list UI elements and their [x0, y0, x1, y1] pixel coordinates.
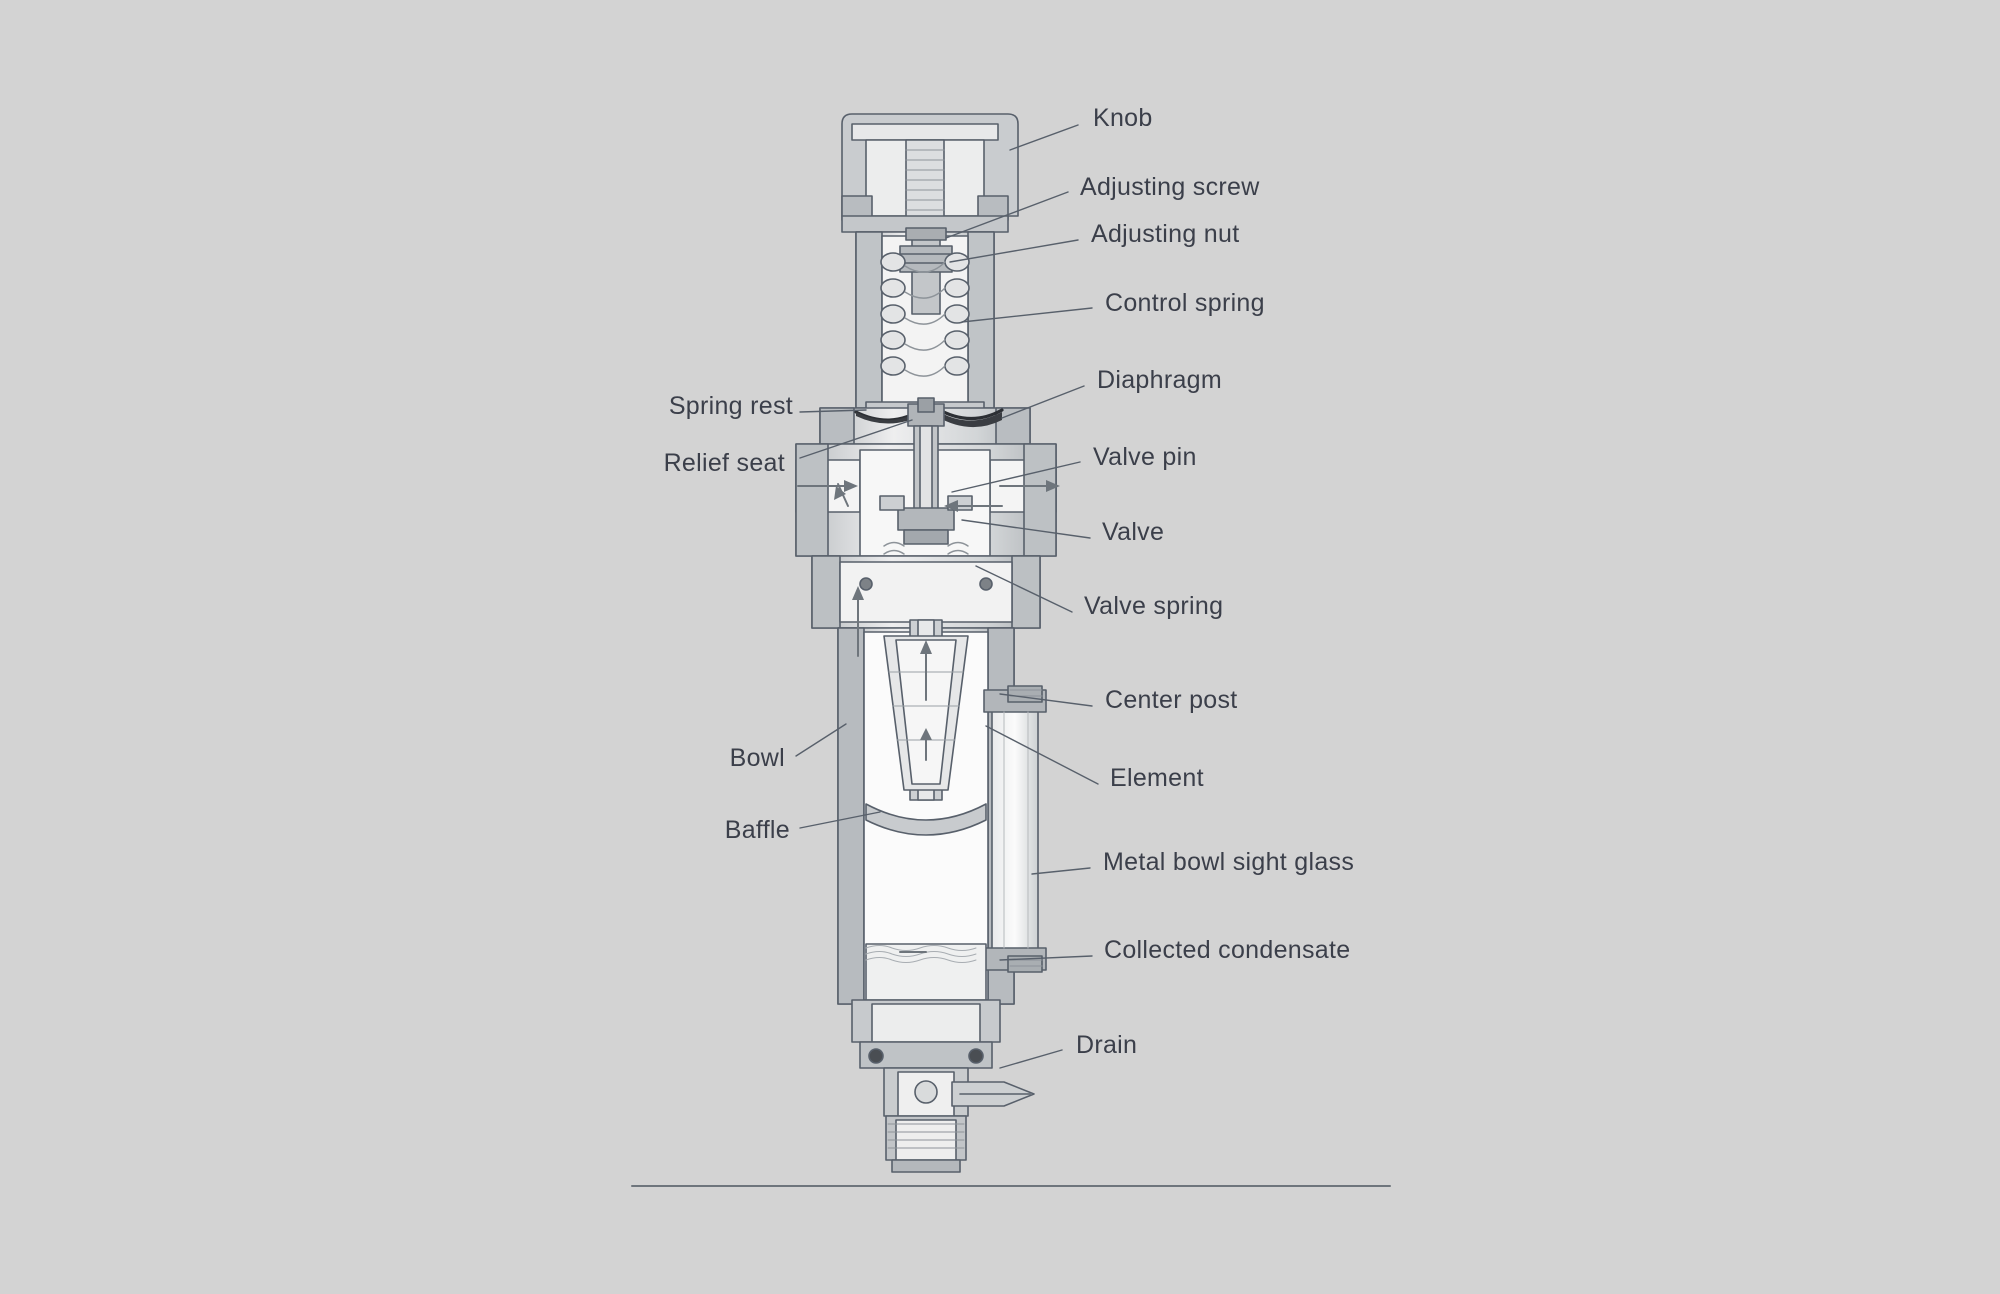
label-diaphragm: Diaphragm — [1097, 366, 1222, 394]
label-control-spring: Control spring — [1105, 289, 1265, 317]
label-spring-rest: Spring rest — [668, 392, 793, 420]
label-valve-pin: Valve pin — [1093, 443, 1197, 471]
drain-assembly — [884, 1068, 1034, 1172]
label-valve-spring: Valve spring — [1084, 592, 1224, 620]
device-cross-section — [632, 114, 1390, 1186]
label-drain: Drain — [1076, 1031, 1138, 1059]
label-element: Element — [1110, 764, 1204, 792]
label-center-post: Center post — [1105, 686, 1238, 714]
label-baffle: Baffle — [724, 816, 790, 844]
label-bowl: Bowl — [729, 744, 785, 772]
label-adjusting-nut: Adjusting nut — [1091, 220, 1240, 248]
bonnet-housing — [856, 228, 994, 410]
label-valve: Valve — [1102, 518, 1165, 546]
label-metal-bowl-sight-glass: Metal bowl sight glass — [1103, 848, 1355, 876]
bowl-assembly — [838, 620, 1046, 1068]
label-knob: Knob — [1093, 104, 1153, 132]
knob-part — [842, 114, 1018, 236]
label-relief-seat: Relief seat — [663, 449, 785, 477]
sight-glass — [984, 690, 1046, 970]
label-collected-condensate: Collected condensate — [1104, 936, 1351, 964]
valve-head — [898, 508, 954, 530]
regulator-body — [796, 426, 1056, 628]
label-adjusting-screw: Adjusting screw — [1080, 173, 1260, 201]
